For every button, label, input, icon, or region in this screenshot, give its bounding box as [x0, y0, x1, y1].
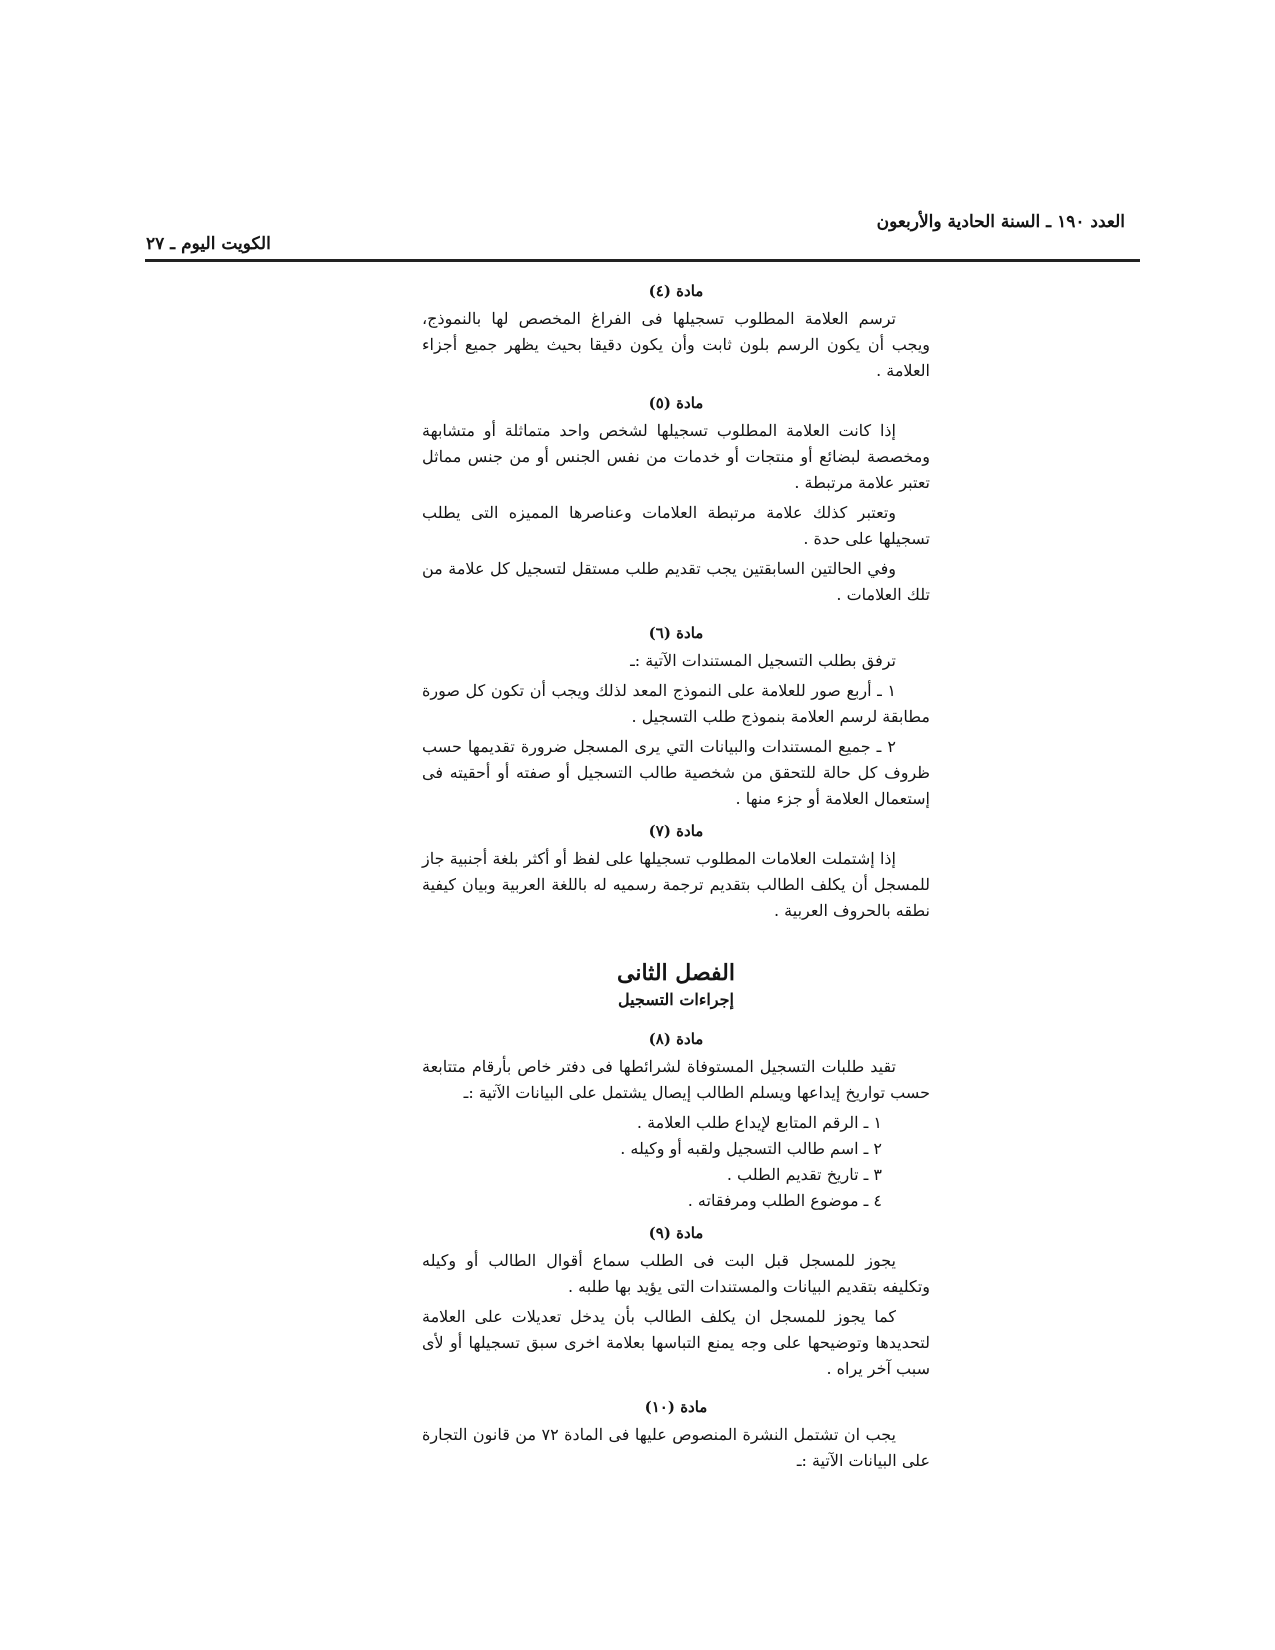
- article-5-title: مادة (٥): [648, 394, 704, 412]
- article-6-item-1: ١ ـ أربع صور للعلامة على النموذج المعد لذلك ويجب أن تكون كل صورة مطابقة لرسم العلامة بنموذج طلب التسجيل .: [422, 681, 930, 726]
- article-8-paragraph: تقيد طلبات التسجيل المستوفاة لشرائطها فى دفتر خاص بأرقام متتابعة حسب تواريخ إيداعها ويسلم الطالب إيصال يشتمل على البيانات الآتية :ـ: [422, 1057, 930, 1102]
- article-8-item-3: ٣ ـ تاريخ تقديم الطلب .: [726, 1165, 882, 1184]
- page-header: الكويت اليوم ـ ٢٧: [146, 234, 271, 254]
- header-rule: [145, 259, 1140, 262]
- article-10-title: مادة (١٠): [644, 1398, 708, 1416]
- article-8-item-1: ١ ـ الرقم المتابع لإيداع طلب العلامة .: [636, 1113, 882, 1132]
- article-6-title: مادة (٦): [648, 624, 704, 642]
- article-4-title: مادة (٤): [648, 282, 704, 300]
- article-8-title: مادة (٨): [648, 1030, 704, 1048]
- article-9-title: مادة (٩): [648, 1224, 704, 1242]
- article-9-paragraph-2: كما يجوز للمسجل ان يكلف الطالب بأن يدخل تعديلات على العلامة لتحديدها وتوضيحها على وجه يمنع التباسها بعلامة اخرى سبق تسجيلها أو لأى سبب آخر يراه .: [422, 1307, 930, 1378]
- article-4-paragraph: ترسم العلامة المطلوب تسجيلها فى الفراغ المخصص لها بالنموذج، ويجب أن يكون الرسم بلون ثابت وأن يكون دقيقا بحيث يظهر جميع أجزاء العلامة .: [422, 309, 930, 380]
- article-6-intro: ترفق بطلب التسجيل المستندات الآتية :ـ: [630, 651, 896, 670]
- chapter-title: الفصل الثانى: [617, 960, 735, 986]
- article-5-paragraph-3: وفي الحالتين السابقتين يجب تقديم طلب مستقل لتسجيل كل علامة من تلك العلامات .: [422, 559, 930, 604]
- article-9-paragraph-1: يجوز للمسجل قبل البت فى الطلب سماع أقوال الطالب أو وكيله وتكليفه بتقديم البيانات والمستندات التى يؤيد بها طلبه .: [422, 1251, 930, 1296]
- document-body: [422, 272, 930, 1478]
- article-5-paragraph-2: وتعتبر كذلك علامة مرتبطة العلامات وعناصرها المميزه التى يطلب تسجيلها على حدة .: [422, 503, 930, 548]
- article-6-item-2: ٢ ـ جميع المستندات والبيانات التي يرى المسجل ضرورة تقديمها حسب ظروف كل حالة للتحقق من شخصية طالب التسجيل أو صفته أو أحقيته فى إستعمال العلامة أو جزء منها .: [422, 737, 930, 808]
- article-8-item-2: ٢ ـ اسم طالب التسجيل ولقبه أو وكيله .: [620, 1139, 882, 1158]
- article-7-paragraph: إذا إشتملت العلامات المطلوب تسجيلها على لفظ أو أكثر بلغة أجنبية جاز للمسجل أن يكلف الطالب بتقديم ترجمة رسميه له باللغة العربية وبيان كيفية نطقه بالحروف العربية .: [422, 849, 930, 920]
- chapter-subtitle: إجراءات التسجيل: [618, 990, 734, 1009]
- issue-header: العدد ١٩٠ ـ السنة الحادية والأربعون: [876, 212, 1125, 232]
- article-7-title: مادة (٧): [648, 822, 704, 840]
- article-5-paragraph-1: إذا كانت العلامة المطلوب تسجيلها لشخص واحد متماثلة أو متشابهة ومخصصة لبضائع أو منتجات أو خدمات من نفس الجنس أو من جنس مماثل تعتبر علامة مرتبطة .: [422, 421, 930, 492]
- article-8-item-4: ٤ ـ موضوع الطلب ومرفقاته .: [687, 1191, 882, 1210]
- article-10-paragraph: يجب ان تشتمل النشرة المنصوص عليها فى المادة ٧٢ من قانون التجارة على البيانات الآتية :ـ: [422, 1425, 930, 1470]
